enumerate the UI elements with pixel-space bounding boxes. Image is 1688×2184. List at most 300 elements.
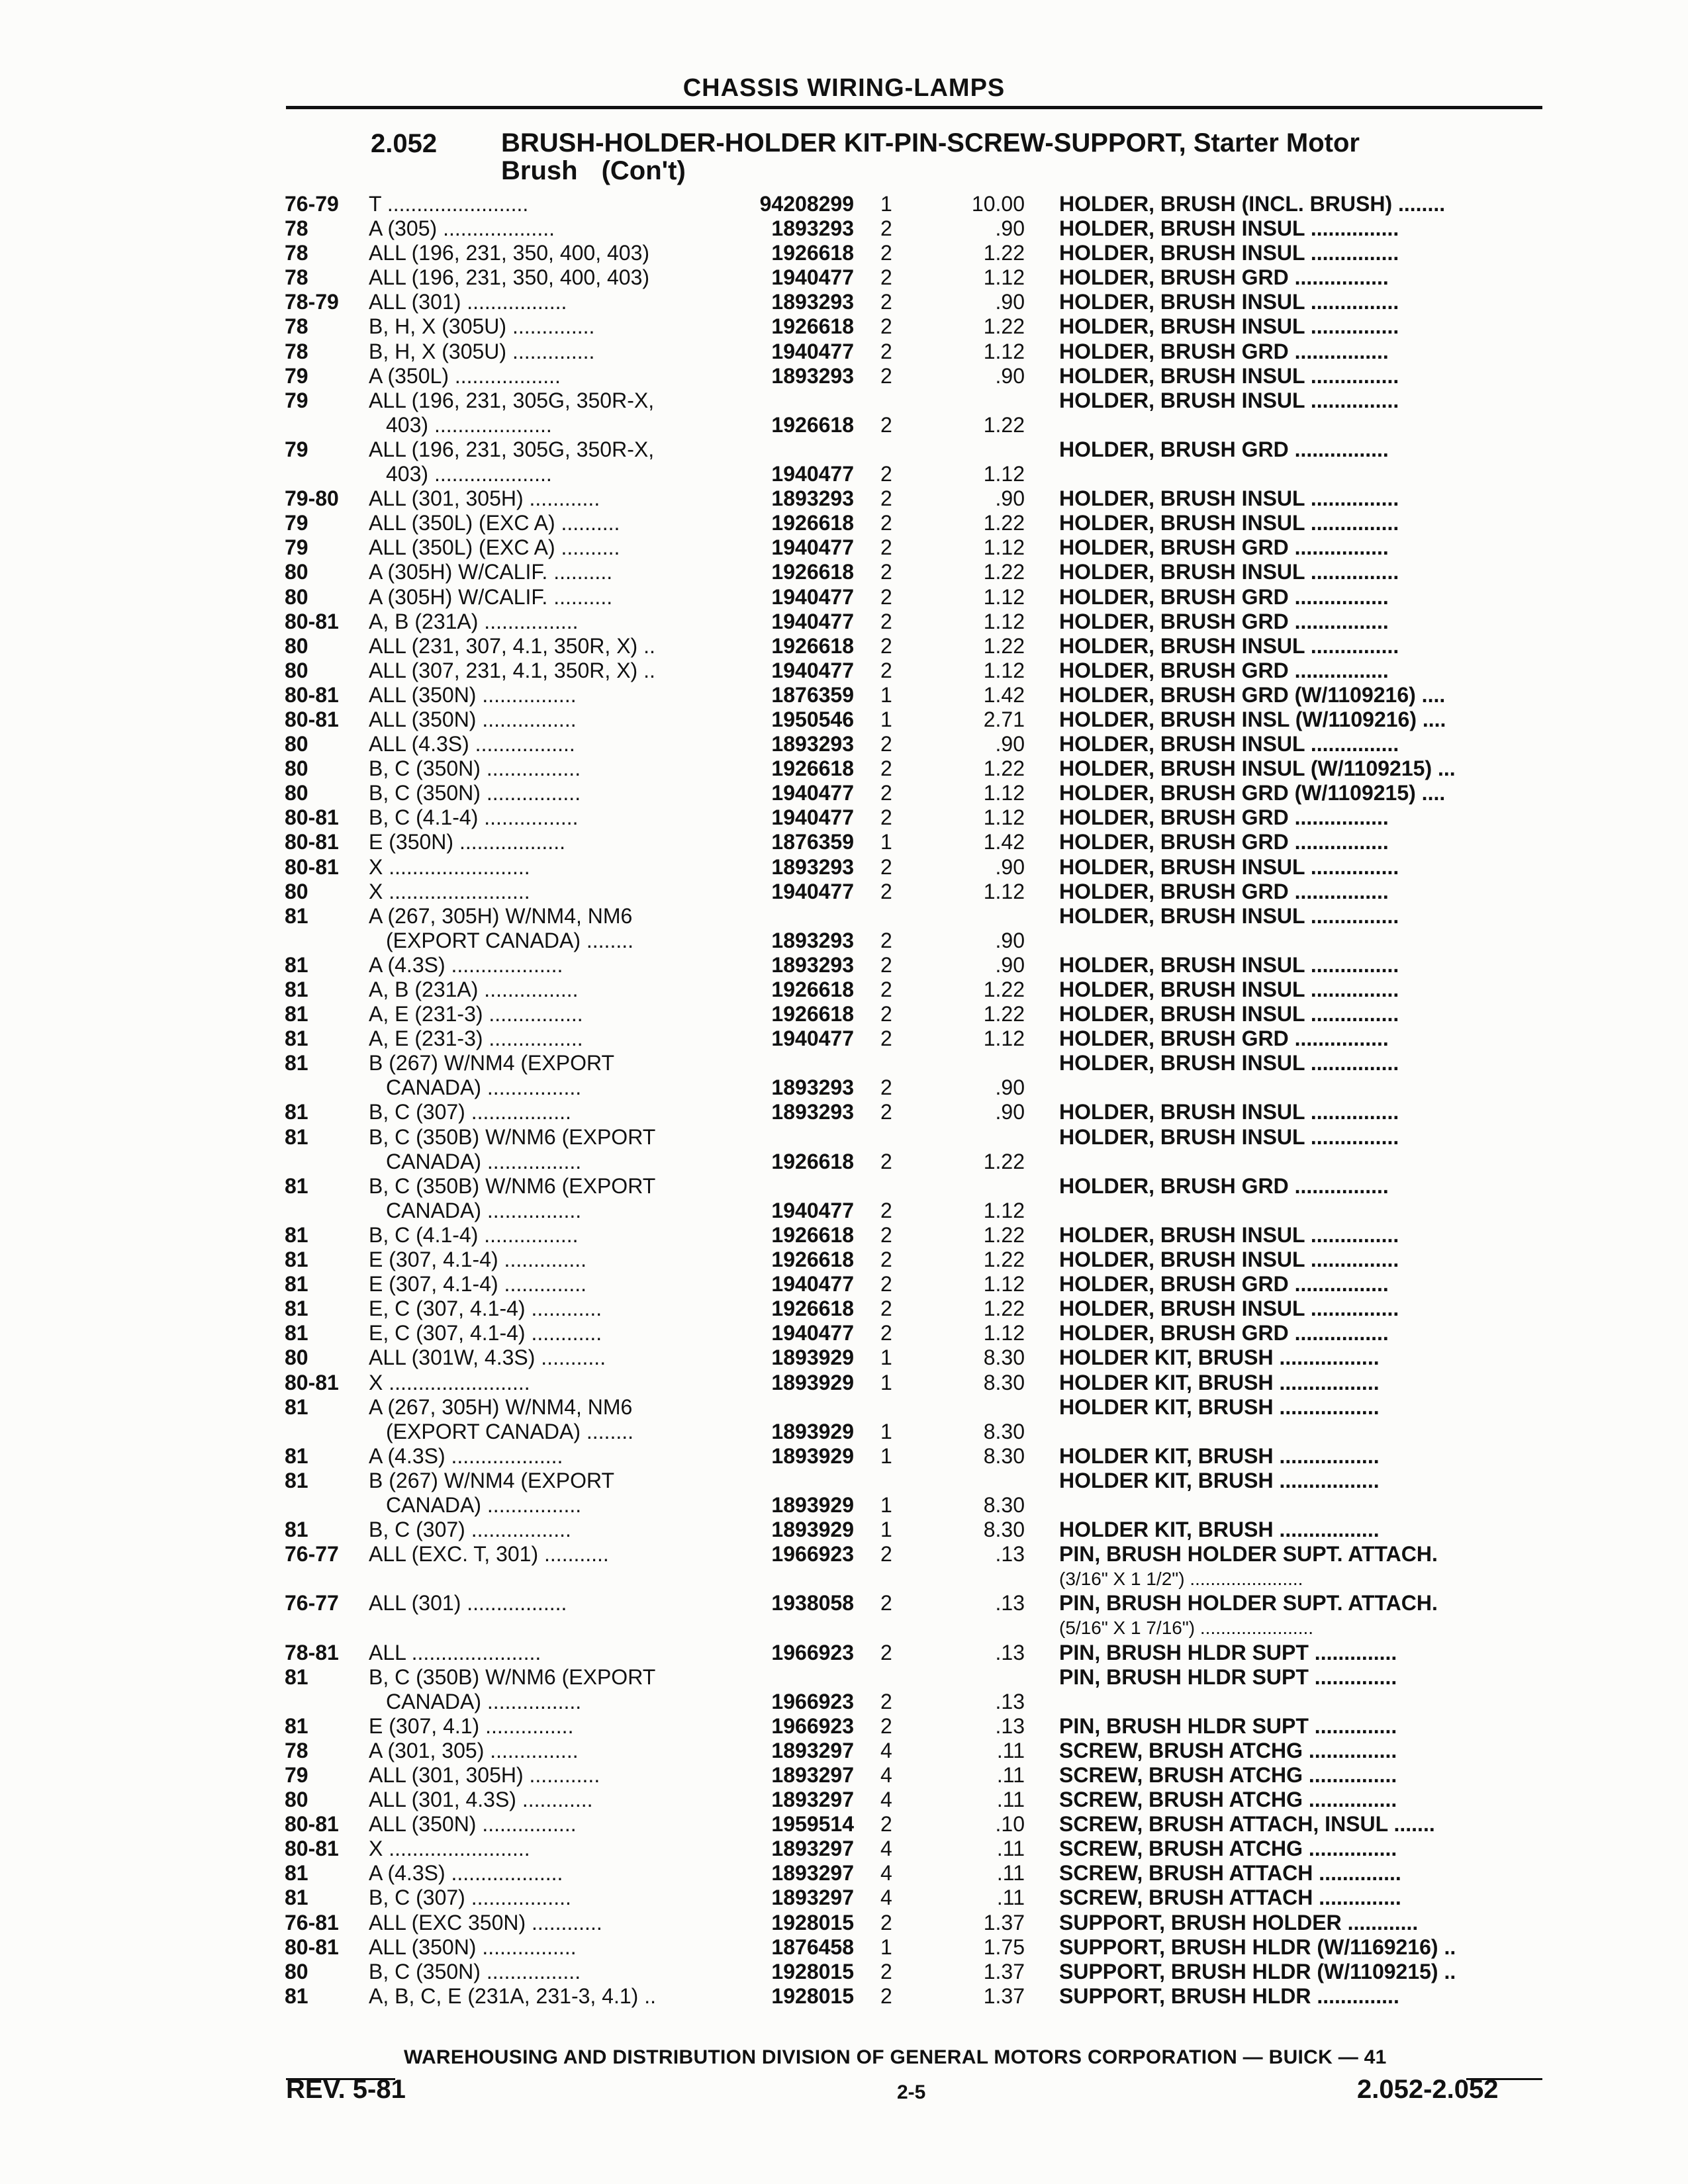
part-number: 1893293 [771, 290, 854, 314]
model-application [369, 659, 720, 683]
part-description [1059, 1960, 1542, 1984]
quantity: 1 [880, 1518, 892, 1542]
table-row [0, 1518, 1688, 1542]
part-description-line1: HOLDER, BRUSH INSUL ............... [1059, 216, 1399, 241]
part-description-line1: HOLDER, BRUSH GRD ................ [1059, 879, 1389, 903]
part-description-line1: HOLDER, BRUSH INSUL ............... [1059, 1222, 1399, 1247]
model-year: 78 [285, 314, 308, 339]
part-description-line1: HOLDER, BRUSH INSUL ............... [1059, 1124, 1399, 1149]
model-application-line1: A (267, 305H) W/NM4, NM6 [369, 903, 633, 928]
price: 1.22 [983, 314, 1025, 339]
model-year: 81 [285, 1124, 308, 1149]
part-number: 1959514 [771, 1812, 854, 1837]
model-application [369, 1248, 720, 1272]
table-row [0, 1345, 1688, 1370]
part-number: 1940477 [771, 461, 854, 486]
model-application [369, 216, 720, 241]
table-row [0, 560, 1688, 584]
model-application [369, 1444, 720, 1469]
price: 1.12 [983, 1321, 1025, 1345]
part-description-line1: HOLDER, BRUSH INSUL ............... [1059, 241, 1399, 265]
model-year: 80 [285, 1788, 308, 1812]
price: 1.37 [983, 1910, 1025, 1934]
part-number: 1926618 [771, 1248, 854, 1272]
part-number: 1893293 [771, 952, 854, 977]
part-number: 1950546 [771, 707, 854, 731]
model-application-line1: E (307, 4.1-4) .............. [369, 1272, 587, 1297]
part-description [1059, 1641, 1542, 1665]
model-application [369, 241, 720, 265]
model-application-line1: A, B, C, E (231A, 231-3, 4.1) .. [369, 1983, 656, 2008]
model-year: 79 [285, 1763, 308, 1787]
price: 1.22 [983, 978, 1025, 1001]
model-application-line1: E (350N) .................. [369, 830, 565, 854]
table-row [0, 1641, 1688, 1665]
model-application [369, 830, 720, 854]
table-row [0, 1591, 1688, 1640]
quantity: 2 [880, 1100, 892, 1124]
model-application-line1: A, B (231A) ................ [369, 609, 579, 633]
quantity: 4 [880, 1763, 892, 1787]
model-application-line1: ALL (196, 231, 305G, 350R-X, [369, 437, 655, 461]
part-description-line1: HOLDER, BRUSH GRD (W/1109215) .... [1059, 781, 1446, 805]
part-number: 1893293 [771, 928, 854, 952]
table-row [0, 340, 1688, 364]
page-header: CHASSIS WIRING-LAMPS [682, 74, 1006, 102]
model-application-line1: E, C (307, 4.1-4) ............ [369, 1321, 602, 1345]
model-application [369, 1714, 720, 1739]
quantity: 2 [880, 535, 892, 560]
model-application-line1: X ........................ [369, 879, 530, 903]
table-row [0, 880, 1688, 904]
part-number: 1966923 [771, 1713, 854, 1738]
model-year: 81 [285, 1002, 308, 1026]
model-application [369, 683, 720, 707]
price: .11 [996, 1861, 1025, 1886]
model-application-line2: (EXPORT CANADA) ........ [386, 928, 633, 952]
part-number: 1893297 [771, 1788, 854, 1812]
part-number: 1893297 [771, 1738, 854, 1762]
model-year: 81 [285, 1886, 308, 1910]
part-description [1059, 1371, 1542, 1395]
quantity: 1 [880, 192, 892, 216]
price: 1.12 [983, 1026, 1025, 1051]
part-description-line1: HOLDER, BRUSH GRD ................ [1059, 1026, 1389, 1051]
part-number: 1966923 [771, 1640, 854, 1664]
model-application [369, 486, 720, 511]
model-application-line1: ALL (301, 305H) ............ [369, 486, 600, 511]
model-application [369, 1935, 720, 1960]
model-year: 81 [285, 1222, 308, 1247]
model-application [369, 1591, 720, 1615]
table-row [0, 535, 1688, 560]
part-description [1059, 855, 1542, 880]
price: 1.12 [983, 265, 1025, 290]
model-year: 78-79 [285, 290, 339, 314]
part-description-line1: HOLDER, BRUSH INSUL ............... [1059, 560, 1399, 584]
part-description [1059, 1984, 1542, 2009]
part-number: 1893929 [771, 1370, 854, 1394]
part-description-line1: SCREW, BRUSH ATCHG ............... [1059, 1738, 1397, 1762]
model-application-line1: ALL (301) ................. [369, 290, 567, 314]
part-description-line1: HOLDER, BRUSH INSUL (W/1109215) ... [1059, 756, 1456, 781]
part-description [1059, 1518, 1542, 1542]
table-row [0, 855, 1688, 880]
part-number: 1940477 [771, 339, 854, 363]
table-row [0, 1395, 1688, 1444]
part-description-line1: HOLDER, BRUSH GRD ................ [1059, 1272, 1389, 1297]
price: .11 [996, 1738, 1025, 1762]
table-row [0, 1788, 1688, 1812]
price: 1.22 [983, 1222, 1025, 1247]
model-application-line1: A, E (231-3) ................ [369, 1026, 583, 1051]
price: .90 [995, 486, 1025, 511]
model-application-line1: A (305H) W/CALIF. .......... [369, 560, 613, 584]
model-year: 80 [285, 633, 308, 658]
part-number: 1876359 [771, 830, 854, 854]
part-number: 1893929 [771, 1492, 854, 1517]
quantity: 2 [880, 339, 892, 363]
model-application [369, 805, 720, 830]
quantity: 4 [880, 1738, 892, 1762]
part-number: 1893293 [771, 216, 854, 241]
table-row [0, 1371, 1688, 1395]
quantity: 1 [880, 830, 892, 854]
quantity: 4 [880, 1788, 892, 1812]
model-application-line1: ALL (301, 305H) ............ [369, 1763, 600, 1787]
quantity: 2 [880, 1297, 892, 1321]
part-description [1059, 1861, 1542, 1886]
model-application [369, 1272, 720, 1297]
part-description-line1: HOLDER, BRUSH INSUL ............... [1059, 903, 1399, 928]
model-application-line1: B (267) W/NM4 (EXPORT [369, 1051, 615, 1075]
part-description [1059, 1051, 1542, 1075]
model-year: 80 [285, 658, 308, 682]
part-description-line1: SCREW, BRUSH ATTACH .............. [1059, 1886, 1401, 1910]
quantity: 4 [880, 1861, 892, 1886]
model-year: 80-81 [285, 1934, 339, 1959]
part-description [1059, 904, 1542, 929]
model-application-line1: A (4.3S) ................... [369, 1443, 563, 1468]
table-row [0, 1051, 1688, 1100]
model-year: 80 [285, 1959, 308, 1983]
part-description [1059, 511, 1542, 535]
price: 8.30 [983, 1443, 1025, 1468]
part-description-line1: HOLDER, BRUSH INSUL ............... [1059, 314, 1399, 339]
table-row [0, 732, 1688, 756]
part-description-line1: HOLDER, BRUSH INSUL ............... [1059, 290, 1399, 314]
model-application [369, 388, 720, 437]
part-description-line1: HOLDER, BRUSH INSUL ............... [1059, 388, 1399, 412]
part-number: 1926618 [771, 560, 854, 584]
model-application-line1: B, C (350B) W/NM6 (EXPORT [369, 1124, 656, 1149]
model-application-line1: ALL (196, 231, 350, 400, 403) [369, 265, 650, 290]
quantity: 2 [880, 1713, 892, 1738]
part-description-line1: HOLDER, BRUSH INSUL ............... [1059, 952, 1399, 977]
part-number: 1893293 [771, 1075, 854, 1100]
part-description-line1: SUPPORT, BRUSH HLDR (W/1169216) .. [1059, 1934, 1456, 1959]
part-description-line1: HOLDER, BRUSH GRD ................ [1059, 830, 1389, 854]
table-row [0, 1100, 1688, 1124]
model-application [369, 1518, 720, 1542]
table-row [0, 904, 1688, 953]
quantity: 2 [880, 633, 892, 658]
table-row [0, 486, 1688, 511]
model-application [369, 634, 720, 659]
model-year: 78 [285, 1738, 308, 1762]
part-description [1059, 364, 1542, 388]
table-row [0, 1248, 1688, 1272]
table-row [0, 314, 1688, 339]
part-description [1059, 1886, 1542, 1910]
model-application [369, 290, 720, 314]
model-year: 81 [285, 1394, 308, 1419]
table-row [0, 1960, 1688, 1984]
model-year: 78 [285, 339, 308, 363]
table-row [0, 1174, 1688, 1223]
part-description-line1: HOLDER, BRUSH INSUL ............... [1059, 1002, 1399, 1026]
part-number: 1928015 [771, 1959, 854, 1983]
quantity: 2 [880, 1198, 892, 1222]
model-year: 80-81 [285, 609, 339, 633]
model-year: 81 [285, 1248, 308, 1272]
model-year: 79-80 [285, 486, 339, 511]
price: 1.12 [983, 461, 1025, 486]
quantity: 1 [880, 1345, 892, 1370]
price: 1.12 [983, 658, 1025, 682]
model-year: 80-81 [285, 1812, 339, 1837]
model-application [369, 1960, 720, 1984]
model-application [369, 192, 720, 216]
quantity: 2 [880, 584, 892, 609]
model-year: 78 [285, 265, 308, 290]
part-description [1059, 560, 1542, 584]
price: .90 [995, 928, 1025, 952]
quantity: 1 [880, 1492, 892, 1517]
model-application [369, 511, 720, 535]
quantity: 2 [880, 511, 892, 535]
price: 8.30 [983, 1345, 1025, 1370]
model-year: 80-81 [285, 707, 339, 731]
part-number: 1893293 [771, 486, 854, 511]
model-year: 81 [285, 1983, 308, 2008]
part-description-line1: HOLDER, BRUSH INSUL ............... [1059, 1248, 1399, 1272]
table-row [0, 1935, 1688, 1960]
quantity: 1 [880, 682, 892, 707]
table-row [0, 1763, 1688, 1788]
price: 1.12 [983, 781, 1025, 805]
part-description [1059, 192, 1542, 216]
quantity: 2 [880, 1910, 892, 1934]
part-description-line1: HOLDER, BRUSH INSUL ............... [1059, 732, 1399, 756]
section-title-line1: BRUSH-HOLDER-HOLDER KIT-PIN-SCREW-SUPPORT, Starter Motor [501, 128, 1360, 158]
part-number: 1893929 [771, 1518, 854, 1542]
table-row [0, 1002, 1688, 1026]
part-description [1059, 1837, 1542, 1861]
part-description-line1: HOLDER, BRUSH GRD (W/1109216) .... [1059, 682, 1446, 707]
part-description [1059, 1395, 1542, 1420]
section-title-line2 [501, 157, 1560, 185]
model-application-line1: A (4.3S) ................... [369, 952, 563, 977]
section-title-brush: Brush [501, 156, 578, 185]
price: 1.12 [983, 535, 1025, 560]
part-description [1059, 1174, 1542, 1199]
part-description-line1: PIN, BRUSH HOLDER SUPT. ATTACH. [1059, 1591, 1438, 1615]
part-description [1059, 1272, 1542, 1297]
part-description-line1: HOLDER, BRUSH INSUL ............... [1059, 1051, 1399, 1075]
price: .90 [995, 952, 1025, 977]
model-application [369, 314, 720, 339]
model-year: 80-81 [285, 682, 339, 707]
model-application-line1: ALL (307, 231, 4.1, 350R, X) .. [369, 658, 655, 682]
part-description-line1: SUPPORT, BRUSH HLDR .............. [1059, 1983, 1399, 2008]
part-description-line1: HOLDER, BRUSH GRD ................ [1059, 609, 1389, 633]
table-row [0, 781, 1688, 805]
price: 8.30 [983, 1492, 1025, 1517]
part-description [1059, 1469, 1542, 1493]
quantity: 1 [880, 1419, 892, 1443]
table-row [0, 192, 1688, 216]
part-number: 1893929 [771, 1419, 854, 1443]
price: .13 [995, 1689, 1025, 1713]
quantity: 2 [880, 461, 892, 486]
model-application [369, 340, 720, 364]
part-description-line1: HOLDER, BRUSH GRD ................ [1059, 339, 1389, 363]
quantity: 2 [880, 1272, 892, 1297]
quantity: 2 [880, 952, 892, 977]
table-row [0, 1665, 1688, 1714]
quantity: 2 [880, 1248, 892, 1272]
price: .11 [996, 1886, 1025, 1910]
quantity: 1 [880, 707, 892, 731]
model-application-line1: A (267, 305H) W/NM4, NM6 [369, 1394, 633, 1419]
quantity: 2 [880, 241, 892, 265]
part-description [1059, 1763, 1542, 1788]
quantity: 2 [880, 1689, 892, 1713]
part-description [1059, 1100, 1542, 1124]
part-number: 1928015 [771, 1983, 854, 2008]
model-application [369, 1125, 720, 1174]
model-year: 79 [285, 437, 308, 461]
part-number: 1940477 [771, 879, 854, 903]
part-description [1059, 1444, 1542, 1469]
model-application [369, 1886, 720, 1910]
model-application-line1: ALL (196, 231, 305G, 350R-X, [369, 388, 655, 412]
table-row [0, 437, 1688, 486]
part-description-line1: HOLDER, BRUSH GRD ................ [1059, 1173, 1389, 1198]
part-number: 1926618 [771, 412, 854, 437]
model-application [369, 1371, 720, 1395]
model-year: 81 [285, 1713, 308, 1738]
model-application-line1: B, C (350N) ................ [369, 1959, 581, 1983]
model-application-line1: ALL (350N) ................ [369, 682, 577, 707]
part-description [1059, 1125, 1542, 1150]
part-number: 1940477 [771, 781, 854, 805]
header-rule [286, 106, 1542, 109]
price: 1.37 [983, 1983, 1025, 2008]
table-row [0, 1272, 1688, 1297]
quantity: 2 [880, 265, 892, 290]
model-application-line1: A (301, 305) ............... [369, 1738, 579, 1762]
model-year: 81 [285, 1518, 308, 1542]
part-description-line1: HOLDER, BRUSH GRD ................ [1059, 535, 1389, 560]
part-description [1059, 1542, 1542, 1591]
model-year: 81 [285, 1026, 308, 1051]
model-year: 80 [285, 732, 308, 756]
part-description [1059, 1345, 1542, 1370]
quantity: 2 [880, 1591, 892, 1615]
part-description [1059, 340, 1542, 364]
model-application-line1: B, C (4.1-4) ................ [369, 805, 579, 830]
model-application [369, 1739, 720, 1763]
model-application-line1: ALL (301) ................. [369, 1591, 567, 1615]
part-description-line1: HOLDER, BRUSH GRD ................ [1059, 805, 1389, 830]
price: 1.12 [983, 1272, 1025, 1297]
quantity: 2 [880, 363, 892, 388]
part-description [1059, 978, 1542, 1002]
model-application [369, 1297, 720, 1321]
model-application [369, 1321, 720, 1345]
model-application [369, 1763, 720, 1788]
model-year: 80 [285, 756, 308, 781]
price: 8.30 [983, 1419, 1025, 1443]
model-application-line1: A (305) ................... [369, 216, 555, 241]
part-description-line1: HOLDER, BRUSH INSUL ............... [1059, 363, 1399, 388]
quantity: 4 [880, 1886, 892, 1910]
model-application-line1: A (4.3S) ................... [369, 1861, 563, 1886]
part-number: 1893297 [771, 1837, 854, 1861]
part-description-line1: SCREW, BRUSH ATTACH, INSUL ....... [1059, 1812, 1435, 1837]
model-application [369, 364, 720, 388]
quantity: 2 [880, 732, 892, 756]
part-description [1059, 437, 1542, 462]
price: 1.22 [983, 560, 1025, 584]
model-year: 76-77 [285, 1591, 339, 1615]
part-number: 1938058 [771, 1591, 854, 1615]
part-description-line1: HOLDER, BRUSH INSUL ............... [1059, 1297, 1399, 1321]
table-row [0, 388, 1688, 437]
part-description [1059, 535, 1542, 560]
model-year: 80-81 [285, 854, 339, 879]
part-description [1059, 1321, 1542, 1345]
footer-text: WAREHOUSING AND DISTRIBUTION DIVISION OF GENERAL MOTORS CORPORATION — BUICK — 41 [404, 2046, 1387, 2068]
price: 1.37 [983, 1959, 1025, 1983]
model-application-line1: E (307, 4.1-4) .............. [369, 1248, 587, 1272]
model-year: 79 [285, 363, 308, 388]
price: 1.42 [983, 830, 1025, 854]
table-row [0, 953, 1688, 978]
part-description [1059, 1788, 1542, 1812]
model-application [369, 1984, 720, 2009]
quantity: 2 [880, 928, 892, 952]
model-application [369, 1665, 720, 1714]
price: .90 [995, 1100, 1025, 1124]
part-description-line1: HOLDER, BRUSH GRD ................ [1059, 584, 1389, 609]
part-description-line1: HOLDER KIT, BRUSH ................. [1059, 1443, 1380, 1468]
part-description-line1: HOLDER, BRUSH GRD ................ [1059, 1321, 1389, 1345]
table-row [0, 1911, 1688, 1935]
price: 1.22 [983, 412, 1025, 437]
price: 1.12 [983, 1198, 1025, 1222]
model-application-line1: A (350L) .................. [369, 363, 561, 388]
table-row [0, 241, 1688, 265]
section-reference: 2.052-2.052 [1357, 2075, 1499, 2104]
table-row [0, 1861, 1688, 1886]
table-row [0, 707, 1688, 732]
model-application [369, 585, 720, 610]
table-row [0, 1223, 1688, 1248]
part-number: 1926618 [771, 1297, 854, 1321]
